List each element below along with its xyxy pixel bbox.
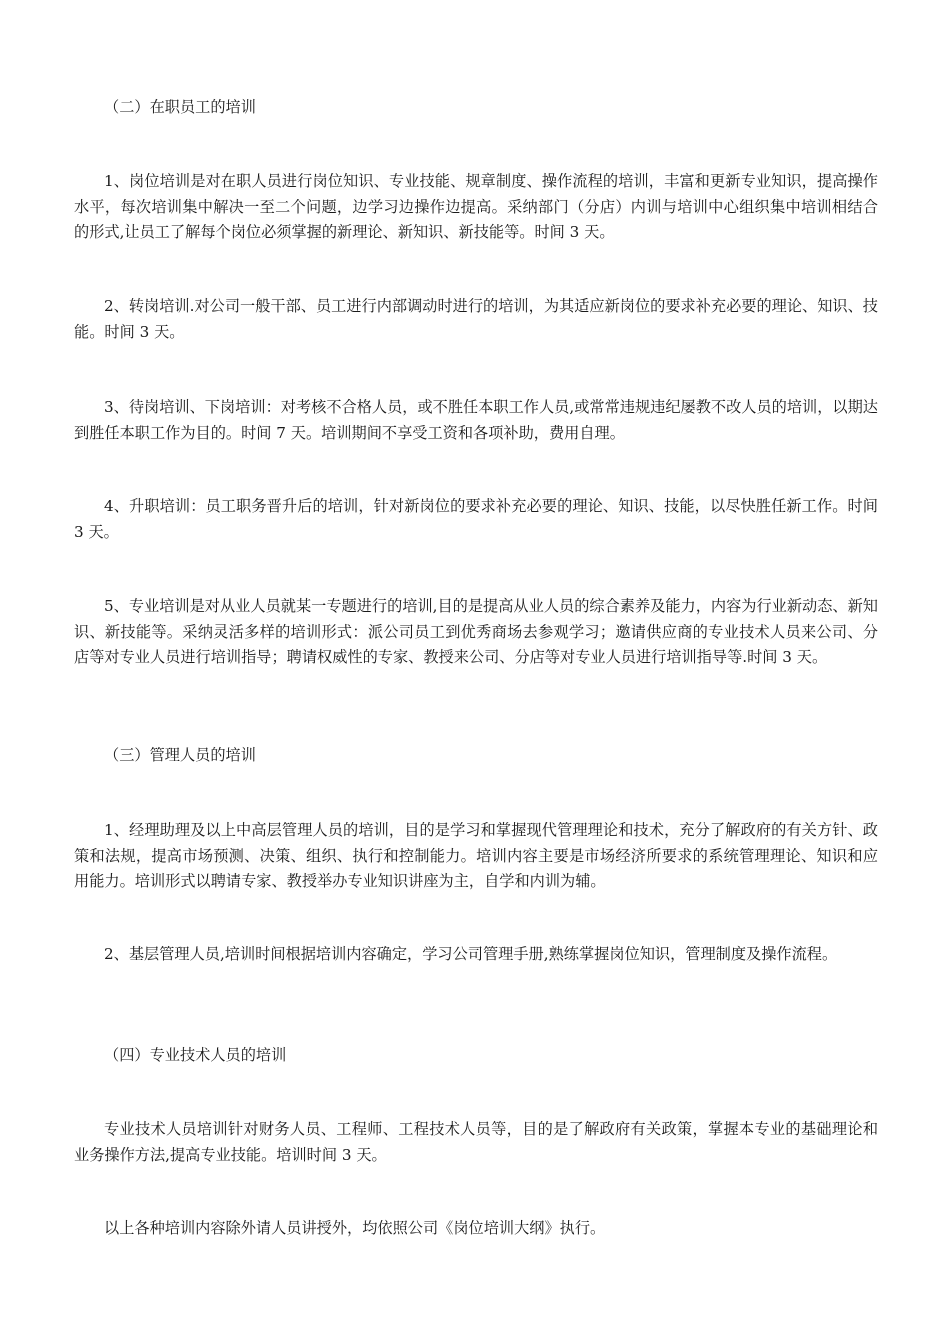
paragraph-transfer-training: 2、转岗培训.对公司一般干部、员工进行内部调动时进行的培训，为其适应新岗位的要求补充必要的理论、知识、技能。时间 3 天。	[74, 297, 878, 341]
paragraph-senior-management-training: 1、经理助理及以上中高层管理人员的培训，目的是学习和掌握现代管理理论和技术，充分了解政府的有关方针、政策和法规，提高市场预测、决策、组织、执行和控制能力。培训内容主要是市场经济所要求的系统管理理论、知识和应用能力。培训形式以聘请专家、教授举办专业知识讲座为主，自学和内训为辅。	[74, 821, 878, 890]
paragraph-closing: 以上各种培训内容除外请人员讲授外，均依照公司《岗位培训大纲》执行。	[104, 1219, 606, 1237]
section-heading-2: （二）在职员工的培训	[104, 98, 256, 116]
paragraph-standby-training: 3、待岗培训、下岗培训：对考核不合格人员，或不胜任本职工作人员,或常常违规违纪屡教不改人员的培训，以期达到胜任本职工作为目的。时间 7 天。培训期间不享受工资和各项补助，费用自理。	[74, 398, 878, 442]
paragraph-job-training: 1、岗位培训是对在职人员进行岗位知识、专业技能、规章制度、操作流程的培训，丰富和更新专业知识，提高操作水平，每次培训集中解决一至二个问题，边学习边操作边提高。采纳部门（分店）内训与培训中心组织集中培训相结合的形式,让员工了解每个岗位必须掌握的新理论、新知识、新技能等。时间 3 天。	[74, 172, 878, 241]
paragraph-basic-management-training: 2、基层管理人员,培训时间根据培训内容确定，学习公司管理手册,熟练掌握岗位知识，管理制度及操作流程。	[104, 945, 838, 963]
section-heading-3: （三）管理人员的培训	[104, 746, 256, 764]
paragraph-promotion-training: 4、升职培训：员工职务晋升后的培训，针对新岗位的要求补充必要的理论、知识、技能，以尽快胜任新工作。时间 3 天。	[74, 497, 878, 541]
section-heading-4: （四）专业技术人员的培训	[104, 1046, 287, 1064]
paragraph-professional-training: 5、专业培训是对从业人员就某一专题进行的培训,目的是提高从业人员的综合素养及能力，内容为行业新动态、新知识、新技能等。采纳灵活多样的培训形式：派公司员工到优秀商场去参观学习；邀请供应商的专业技术人员来公司、分店等对专业人员进行培训指导；聘请权威性的专家、教授来公司、分店等对专业人员进行培训指导等.时间 3 天。	[74, 597, 878, 666]
paragraph-technical-staff-training: 专业技术人员培训针对财务人员、工程师、工程技术人员等，目的是了解政府有关政策，掌握本专业的基础理论和业务操作方法,提高专业技能。培训时间 3 天。	[74, 1120, 878, 1164]
